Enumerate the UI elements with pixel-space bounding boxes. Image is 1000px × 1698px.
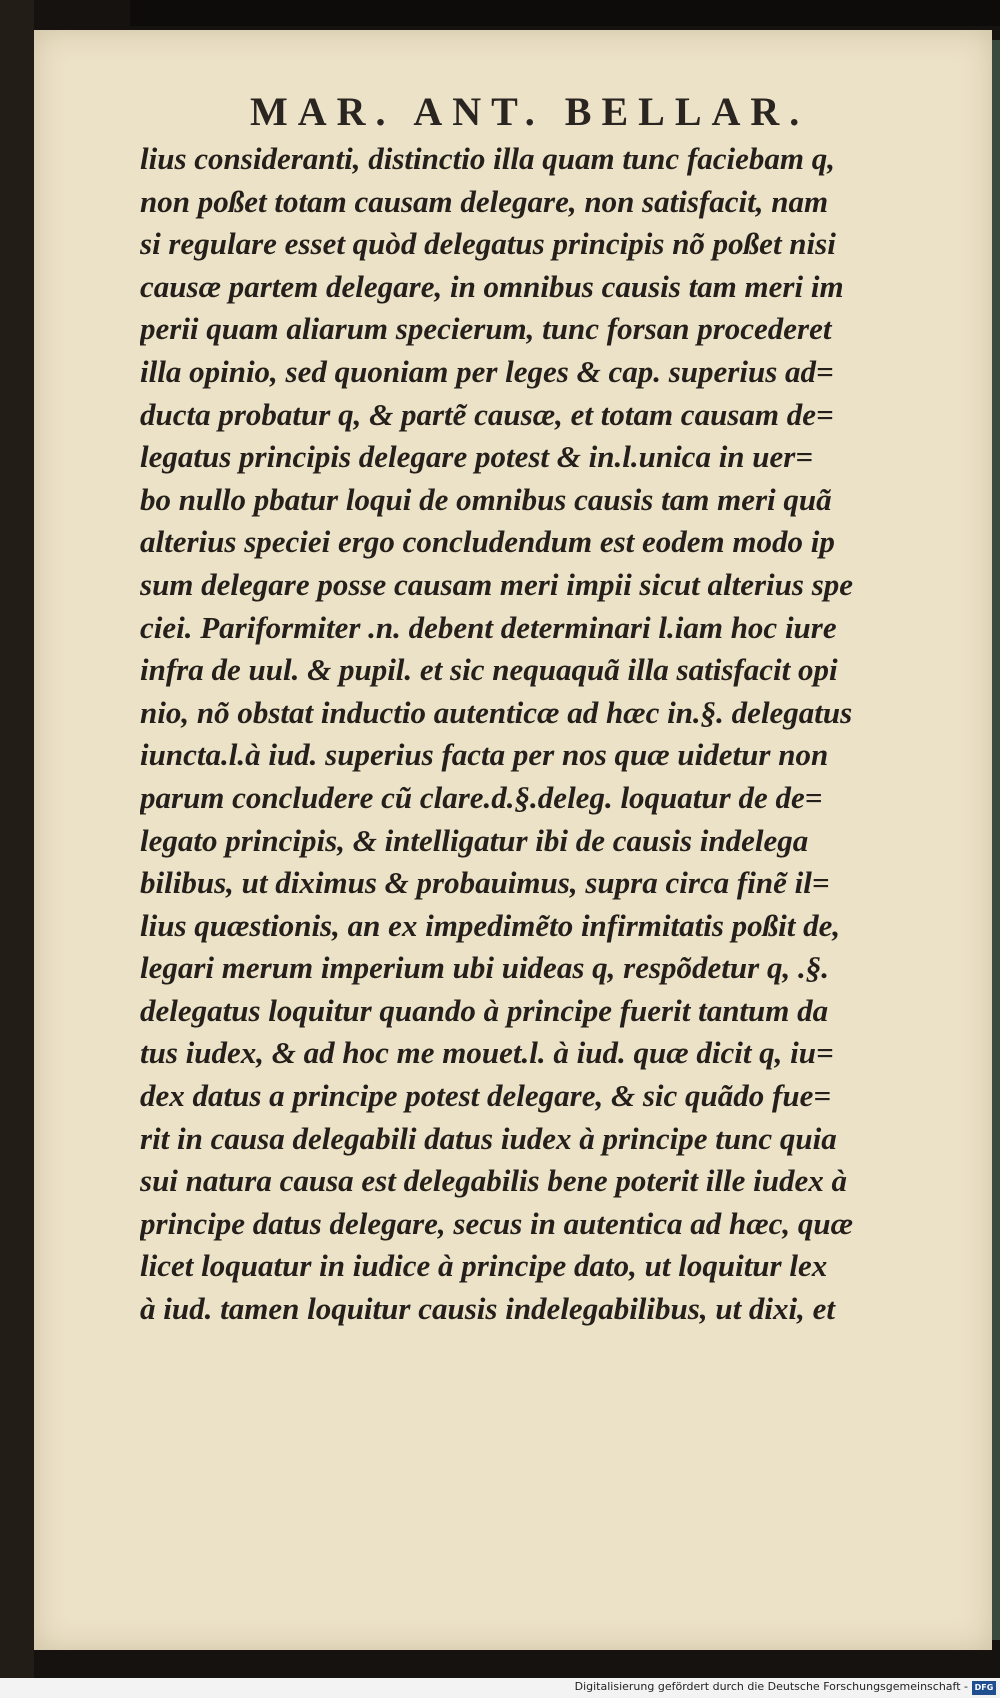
text-line: sui natura causa est delegabilis bene poterit ille iudex à — [140, 1163, 847, 1199]
text-line: principe datus delegare, secus in autentica ad hæc, quæ — [140, 1205, 854, 1241]
text-line: iuncta.l.à iud. superius facta per nos quæ uidetur non — [140, 737, 829, 773]
text-line: licet loquatur in iudice à principe dato, ut loquitur lex — [140, 1248, 828, 1284]
text-line: rit in causa delegabili datus iudex à principe tunc quia — [140, 1120, 837, 1156]
page-right-edge — [992, 40, 1000, 1640]
text-line: ciei. Pariformiter .n. debent determinari l.iam hoc iure — [140, 609, 837, 645]
text-line: bo nullo pbatur loqui de omnibus causis tam meri quã — [140, 481, 832, 517]
text-line: lius consideranti, distinctio illa quam tunc faciebam q, — [140, 141, 835, 176]
text-line: parum concludere cũ clare.d.§.deleg. loquatur de de= — [140, 779, 823, 815]
running-head: MAR. ANT. BELLAR. — [250, 89, 810, 134]
text-line: perii quam aliarum specierum, tunc forsan procederet — [140, 311, 832, 347]
text-line: tus iudex, & ad hoc me mouet.l. à iud. quæ dicit q, iu= — [140, 1035, 834, 1071]
body-text — [140, 138, 920, 1331]
text-line: legato principis, & intelligatur ibi de causis indelega — [140, 822, 809, 858]
text-line: non poßet totam causam delegare, non satisfacit, nam — [140, 183, 829, 219]
text-line: sum delegare posse causam meri impii sicut alterius spe — [140, 566, 854, 602]
text-line: legatus principis delegare potest & in.l.unica in uer= — [140, 439, 814, 475]
text-line: nio, nõ obstat inductio autenticæ ad hæc in.§. delegatus — [140, 694, 853, 730]
text-line: legari merum imperium ubi uideas q, respõdetur q, .§. — [140, 950, 829, 986]
dfg-logo-icon: DFG — [972, 1681, 996, 1695]
text-line: à iud. tamen loquitur causis indelegabilibus, ut dixi, et — [140, 1291, 836, 1327]
text-line: alterius speciei ergo concludendum est eodem modo ip — [140, 524, 835, 560]
footer-bar — [0, 1678, 1000, 1698]
text-line: infra de uul. & pupil. et sic nequaquã illa satisfacit opi — [140, 652, 838, 688]
book-top-edge — [130, 0, 1000, 26]
footer-credit: Digitalisierung gefördert durch die Deutsche Forschungsgemeinschaft - — [574, 1680, 968, 1693]
text-line: si regulare esset quòd delegatus principis nõ poßet nisi — [140, 226, 836, 262]
text-line: illa opinio, sed quoniam per leges & cap. superius ad= — [140, 353, 834, 389]
text-line: dex datus a principe potest delegare, & sic quãdo fue= — [140, 1078, 832, 1114]
text-line: ducta probatur q, & partẽ causæ, et totam causam de= — [140, 396, 834, 432]
text-line: delegatus loquitur quando à principe fuerit tantum da — [140, 992, 829, 1028]
book-left-edge — [0, 0, 34, 1698]
text-line: causæ partem delegare, in omnibus causis tam meri im — [140, 268, 844, 304]
text-line: bilibus, ut diximus & probauimus, supra circa finẽ il= — [140, 865, 830, 901]
text-line: lius quæstionis, an ex impedimẽto infirmitatis poßit de, — [140, 907, 841, 943]
